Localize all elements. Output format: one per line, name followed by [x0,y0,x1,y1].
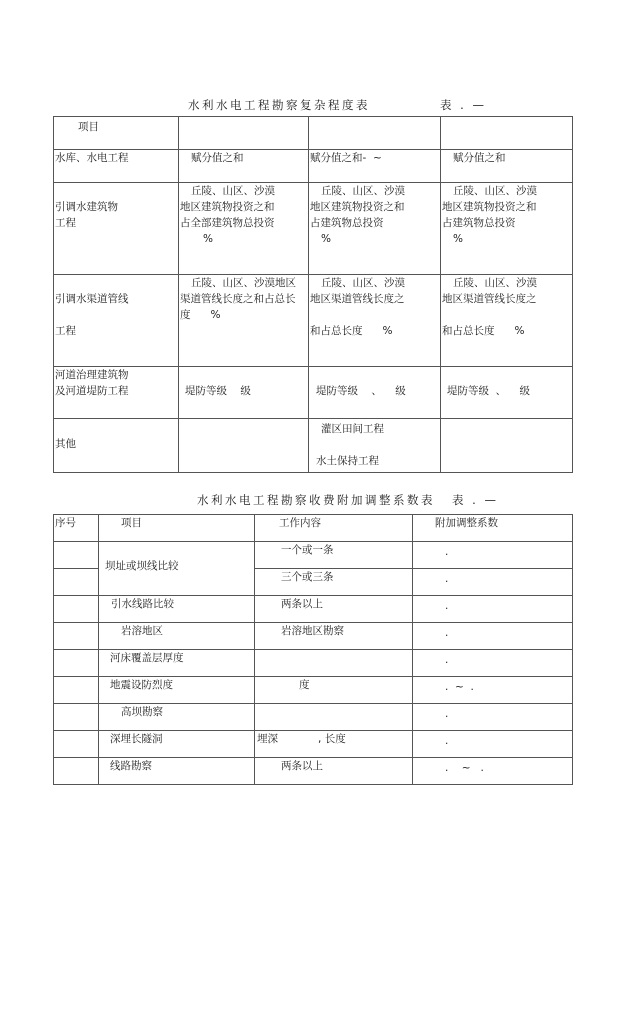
work-cell [255,623,413,650]
item-label: 岩溶地区 [121,625,163,637]
table-row [54,150,573,183]
cell-text: 和占总长度 % [310,325,393,337]
item-cell [99,758,255,785]
cell-text: 和占总长度 % [442,325,525,337]
coef-value: . [445,627,449,639]
coef-cell [413,623,573,650]
no-cell [54,731,99,758]
cell-text: 度 % [180,309,221,321]
header-cell-no [54,515,99,542]
work-label: 两条以上 [281,598,323,610]
row-item-label: 其他 [55,438,76,450]
work-cell [255,596,413,623]
item-label: 坝址或坝线比较 [105,560,179,572]
coef-value: . ~ . [445,681,474,693]
row-value-cell [179,419,309,473]
table-header-row [54,117,573,150]
complexity-table [53,116,573,473]
no-cell [54,650,99,677]
item-label: 地震设防烈度 [110,679,173,691]
item-cell [99,704,255,731]
row-value-cell [441,150,573,183]
table-row [54,542,573,569]
no-cell [54,623,99,650]
table-row [54,623,573,650]
row-item-label: 河道治理建筑物 [55,369,129,381]
no-cell [54,704,99,731]
item-label: 引水线路比较 [111,598,174,610]
coef-value: . [445,708,449,720]
row-value-cell [309,183,441,275]
row-value-cell [441,367,573,419]
coef-cell [413,677,573,704]
cell-text: 水土保持工程 [316,455,379,467]
row-value-cell [179,367,309,419]
coef-value: . [445,735,449,747]
cell-text: 地区建筑物投资之和 [180,201,275,213]
item-label: 河床覆盖层厚度 [110,652,184,664]
cell-text: 占建筑物总投资 [442,217,516,229]
work-label: 三个或三条 [281,571,334,583]
table-row [54,419,573,473]
cell-text: 赋分值之和- ~ [310,152,382,164]
row-item-label: 水库、水电工程 [55,152,129,164]
coef-cell [413,758,573,785]
row-value-cell [441,275,573,367]
cell-text: 丘陵、山区、沙漠 [191,185,275,197]
work-cell [255,704,413,731]
work-label: 岩溶地区勘察 [281,625,344,637]
table1-number: 表 . — [440,98,487,112]
cell-text: 丘陵、山区、沙漠地区 [191,277,296,289]
coef-cell [413,596,573,623]
no-cell [54,758,99,785]
row-value-cell [309,275,441,367]
item-cell [99,623,255,650]
item-cell [99,596,255,623]
cell-text: % [321,233,331,245]
item-label: 深埋长隧洞 [110,733,163,745]
header-item-label: 项目 [78,121,99,133]
work-cell [255,731,413,758]
table1-title: 水利水电工程勘察复杂程度表 [188,98,370,112]
row-value-cell [179,183,309,275]
coef-cell [413,704,573,731]
cell-text: 地区建筑物投资之和 [442,201,537,213]
row-value-cell [441,419,573,473]
header-cell-coef [413,515,573,542]
cell-text: 地区建筑物投资之和 [310,201,405,213]
header-cell-work [255,515,413,542]
coef-value: . [445,546,449,558]
row-item-cell [54,275,179,367]
table-row [54,367,573,419]
item-cell [99,731,255,758]
item-label: 高坝勘察 [121,706,163,718]
table-row [54,758,573,785]
work-label: 两条以上 [281,760,323,772]
header-cell [309,117,441,150]
work-cell [255,758,413,785]
item-cell [99,677,255,704]
cell-text: 灌区田间工程 [321,423,384,435]
table2-number: 表 . — [452,493,499,507]
item-label: 线路勘察 [110,760,152,772]
row-item-label: 工程 [55,217,76,229]
header-label: 附加调整系数 [435,517,498,529]
work-label: 埋深 , 长度 [257,733,346,745]
coef-cell [413,731,573,758]
cell-text: % [203,233,213,245]
row-value-cell [309,150,441,183]
row-item-cell [54,183,179,275]
cell-text: 赋分值之和 [191,152,244,164]
coef-cell [413,542,573,569]
coef-value: . [445,573,449,585]
row-value-cell [309,367,441,419]
work-label: 度 [299,679,310,691]
adjustment-coefficient-table [53,514,573,785]
no-cell [54,677,99,704]
table-row [54,650,573,677]
cell-text: 渠道管线长度之和占总长 [180,293,296,305]
cell-text: 堤防等级 、 级 [447,385,531,397]
work-label: 一个或一条 [281,544,334,556]
coef-cell [413,569,573,596]
cell-text: 丘陵、山区、沙漠 [321,185,405,197]
work-cell [255,677,413,704]
no-cell [54,542,99,569]
table-header-row [54,515,573,542]
table-row [54,183,573,275]
cell-text: 丘陵、山区、沙漠 [321,277,405,289]
header-cell [441,117,573,150]
table-row [54,677,573,704]
coef-cell [413,650,573,677]
row-item-cell [54,419,179,473]
cell-text: 堤防等级 级 [185,385,251,397]
cell-text: 堤防等级 、 级 [316,385,406,397]
row-item-label: 引调水建筑物 [55,201,118,213]
cell-text: 地区渠道管线长度之 [442,293,537,305]
header-label: 项目 [121,517,142,529]
item-cell [99,542,255,596]
header-cell [179,117,309,150]
table-row [54,731,573,758]
row-value-cell [179,150,309,183]
cell-text: 赋分值之和 [453,152,506,164]
work-cell [255,542,413,569]
header-label: 工作内容 [279,517,321,529]
table-row [54,275,573,367]
row-item-label: 工程 [55,325,76,337]
row-item-label: 及河道堤防工程 [55,385,129,397]
row-value-cell [441,183,573,275]
item-cell [99,650,255,677]
cell-text: 丘陵、山区、沙漠 [453,277,537,289]
table-row [54,596,573,623]
cell-text: 地区渠道管线长度之 [310,293,405,305]
row-value-cell [309,419,441,473]
row-item-cell [54,367,179,419]
cell-text: 占全部建筑物总投资 [180,217,275,229]
header-label: 序号 [55,517,76,529]
row-item-label: 引调水渠道管线 [55,293,129,305]
cell-text: 丘陵、山区、沙漠 [453,185,537,197]
cell-text: 占建筑物总投资 [310,217,384,229]
work-cell [255,569,413,596]
row-value-cell [179,275,309,367]
header-cell-item [54,117,179,150]
coef-value: . [445,654,449,666]
table-row [54,704,573,731]
header-cell-item [99,515,255,542]
coef-value: . ~ . [445,762,484,774]
coef-value: . [445,600,449,612]
work-cell [255,650,413,677]
table2-title: 水利水电工程勘察收费附加调整系数表 [197,493,435,507]
no-cell [54,596,99,623]
row-item-cell [54,150,179,183]
no-cell [54,569,99,596]
cell-text: % [453,233,463,245]
